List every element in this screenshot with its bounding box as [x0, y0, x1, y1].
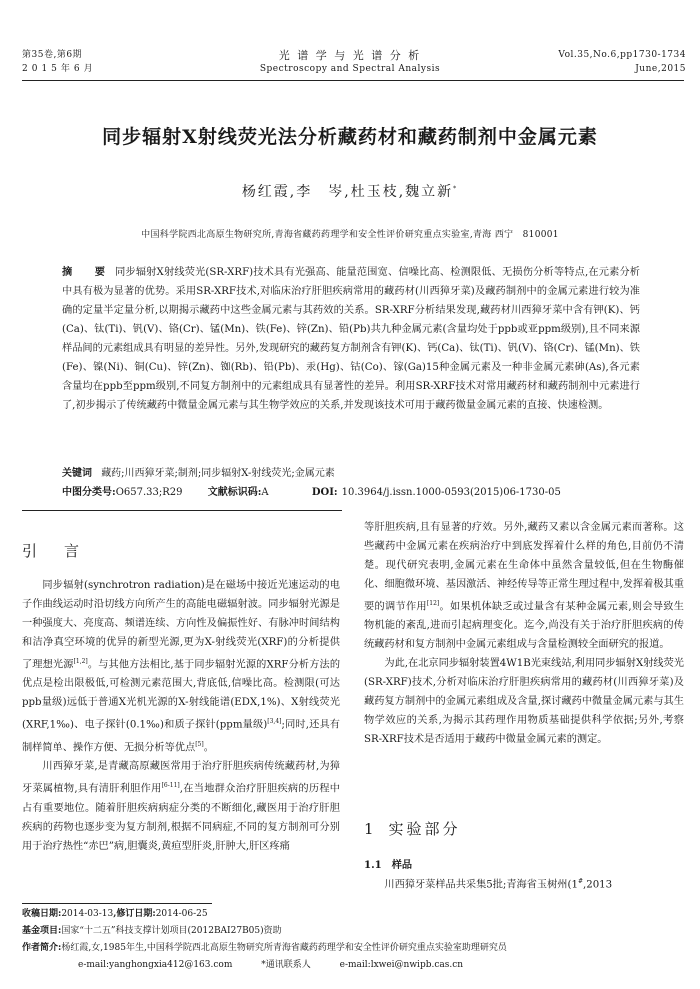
doi-label: DOI:	[311, 487, 338, 498]
article-title: 同步辐射X射线荧光法分析藏药材和藏药制剂中金属元素	[102, 126, 598, 148]
samples-text	[364, 872, 684, 894]
journal-volume-issue: 第35卷,第6期	[22, 50, 83, 60]
citation-6-11: [6-11]	[161, 782, 180, 790]
section-heading-experimental	[364, 818, 461, 839]
citation-12: [12]	[426, 600, 440, 607]
footnote-funding	[22, 924, 682, 939]
right-p1-part-a: 等肝胆疾病,且有显著的疗效。另外,藏药又素以含金属元素而著称。这些藏药中金属元素在疾病治疗中到底发挥着什么样的角色,目前仍不清楚。现代研究表明,金属元素在生命体中虽然含量较低,但在生物酶催化、细胞微环境、基因激活、神经传导等正常生理过程中,发挥着极其重要的调节作用	[364, 522, 684, 613]
doc-code-value: A	[261, 487, 269, 498]
section-number: 1	[364, 820, 377, 838]
section-heading-introduction: 引 言	[22, 542, 86, 560]
author-email: e-mail:yanghongxia412@163.com	[78, 960, 233, 970]
journal-pages: Vol.35,No.6,pp1730-1734	[558, 50, 686, 60]
intro-p1-part-d: 。	[203, 742, 214, 754]
funding-label: 基金项目:	[22, 926, 62, 936]
corresponding-email: e-mail:lxwei@nwipb.cas.cn	[339, 960, 464, 970]
author-names: 杨红霞,李 岑,杜玉枝,魏立新	[241, 184, 454, 200]
intro-p2-part-b: ,在当地群众治疗肝胆疾病的历程中占有重要地位。随着肝胆疾病病症分类的不断细化,藏医用于治疗肝胆疾病的药物也逐步变为复方制剂,根据不同病症,不同的复方制剂可分别用于治疗热性“赤巴”病,胆囊炎,黄疸型肝炎,肝肿大,肝区疼痛	[22, 783, 340, 852]
intro-p1-part-c: ;同时,还具有制样简单、操作方便、无损分析等优点	[22, 719, 340, 754]
revised-label: ,修订日期:	[113, 909, 156, 919]
revised-date: 2014-06-25	[155, 909, 208, 919]
abstract-bottom-rule	[22, 510, 342, 511]
sample-number-mark: #	[577, 878, 583, 885]
journal-name-cn: 光 谱 学 与 光 谱 分 析	[278, 49, 422, 62]
clc-value: O657.33;R29	[115, 487, 183, 498]
right-paragraph-1	[364, 518, 684, 654]
citation-1-2: [1,2]	[73, 658, 88, 665]
section-title: 实验部分	[388, 820, 461, 838]
doc-code-label: 文献标识码:	[207, 487, 262, 498]
doi-value: 10.3964/j.issn.1000-0593(2015)06-1730-05	[341, 487, 561, 498]
citation-5: [5]	[195, 740, 204, 748]
left-column-body	[22, 576, 340, 856]
samples-text-main: 川西獐牙菜样品共采集5批;青海省玉树州(1	[384, 879, 578, 891]
subsection-number: 1.1	[364, 859, 382, 871]
clc-label: 中图分类号:	[62, 487, 116, 498]
intro-paragraph-1	[22, 576, 340, 757]
samples-text-end: ,2013	[582, 879, 613, 891]
keywords-label: 关键词	[62, 468, 92, 479]
intro-p2-part-a: 川西獐牙菜,是青藏高原藏医常用于治疗肝胆疾病传统藏药材,为獐牙菜属植物,具有清肝利胆作用	[22, 761, 340, 795]
author-bio-text: 杨红霞,女,1985年生,中国科学院西北高原生物研究所青海省藏药药理学和安全性评价研究重点实验室助理研究员	[61, 943, 507, 953]
intro-paragraph-2	[22, 757, 340, 855]
keywords-text: 藏药;川西獐牙菜;制剂;同步辐射X-射线荧光;金属元素	[101, 468, 335, 479]
footnote-rule	[22, 903, 212, 904]
journal-date-en: June,2015	[635, 64, 686, 74]
subsection-title: 样品	[391, 859, 413, 871]
journal-name-en: Spectroscopy and Spectral Analysis	[259, 64, 441, 74]
corresponding-author-mark: *	[453, 185, 459, 193]
affiliation: 中国科学院西北高原生物研究所,青海省藏药药理学和安全性评价研究重点实验室,青海 西宁 810001	[141, 230, 559, 240]
right-p1-part-b: 。如果机体缺乏或过量含有某种金属元素,则会导致生物机能的紊乱,进而引起病理变化。迄今,尚没有关于治疗肝胆疾病的传统藏药材和复方制剂中金属元素组成与含量检测较全面研究的报道。	[364, 601, 684, 651]
footnote-contacts	[78, 958, 678, 973]
received-label: 收稿日期:	[22, 909, 62, 919]
header-rule	[22, 80, 684, 81]
citation-3-4: [3,4]	[267, 718, 282, 726]
samples-paragraph	[364, 872, 684, 894]
journal-date-cn: 2015年6月	[22, 64, 97, 74]
right-paragraph-2: 为此,在北京同步辐射装置4W1B光束线站,利用同步辐射X射线荧光(SR-XRF)技术,分析对临床治疗肝胆疾病常用的藏药材(川西獐牙菜)及藏药复方制剂中的金属元素组成及含量,探讨藏药中微量金属元素与其生物学效应的关系,为揭示其药理作用物质基础提供科学依据;另外,考察SR-XRF技术是否适用于藏药中微量金属元素的测定。	[364, 658, 684, 746]
author-list	[0, 181, 700, 201]
author-bio-label: 作者简介:	[22, 943, 62, 953]
footnote-dates	[22, 907, 682, 922]
abstract-text: 同步辐射X射线荧光(SR-XRF)技术具有光强高、能量范围宽、信噪比高、检测限低、无损伤分析等特点,在元素分析中具有极为显著的优势。采用SR-XRF技术,对临床治疗肝胆疾病常用的藏药材(川西獐牙菜)及藏药制剂中的金属元素进行较为准确的定量半定量分析,以期揭示藏药中这些金属元素与其药效的关系。SR-XRF分析结果发现,藏药材川西獐牙菜中含有钾(K)、钙(Ca)、钛(Ti)、钒(V)、铬(Cr)、锰(Mn)、铁(Fe)、锌(Zn)、铅(Pb)共九种金属元素(含量均处于ppb或亚ppm级别),且不同来源样品间的元素组成具有明显的差异性。另外,发现研究的藏药复方制剂含有钾(K)、钙(Ca)、钛(Ti)、钒(V)、铬(Cr)、锰(Mn)、铁(Fe)、镍(Ni)、铜(Cu)、锌(Zn)、铷(Rb)、铅(Pb)、汞(Hg)、钴(Co)、镓(Ga)15种金属元素及一种非金属元素砷(As),各元素含量均在ppb至ppm级别,不同复方制剂中的元素组成具有显著性的差异。利用SR-XRF技术对常用藏药材和藏药制剂中元素进行了,初步揭示了传统藏药中微量金属元素与其生物学效应的关系,并发现该技术可用于藏药微量金属元素的直接、快速检测。	[62, 267, 640, 411]
intro-p1-part-b: 。与其他方法相比,基于同步辐射光源的XRF分析方法的优点是检出限极低,可检测元素范围大,背底低,信噪比高。检测限(可达ppb量级)远低于普通X光机光源的X-射线能谱(EDX,1%)、X射线荧光(XRF,1‰)、电子探针(0.1‰)和质子探针(ppm量级)	[22, 659, 341, 731]
subsection-heading-samples	[364, 856, 412, 871]
abstract-label: 摘 要	[62, 266, 112, 278]
corresponding-mark: *	[261, 960, 266, 970]
intro-p1-part-a: 同步辐射(synchrotron radiation)是在磁场中接近光速运动的电子作曲线运动时沿切线方向所产生的高能电磁辐射波。同步辐射光源是一种强度大、亮度高、频谱连续、方向性及偏振性好、有脉冲时间结构和洁净真空环境的优异的新型光源,更为X-射线荧光(XRF)的分析提供了理想光源	[22, 580, 340, 671]
keywords	[62, 466, 662, 481]
funding-text: 国家“十二五”科技支撑计划项目(2012BAI27B05)资助	[61, 926, 282, 936]
corresponding-label: 通讯联系人	[265, 960, 311, 970]
right-column-body	[364, 518, 684, 749]
abstract	[62, 263, 640, 415]
footnote-author-bio	[22, 941, 682, 956]
received-date: 2014-03-13	[61, 909, 114, 919]
classification-line	[62, 485, 682, 500]
